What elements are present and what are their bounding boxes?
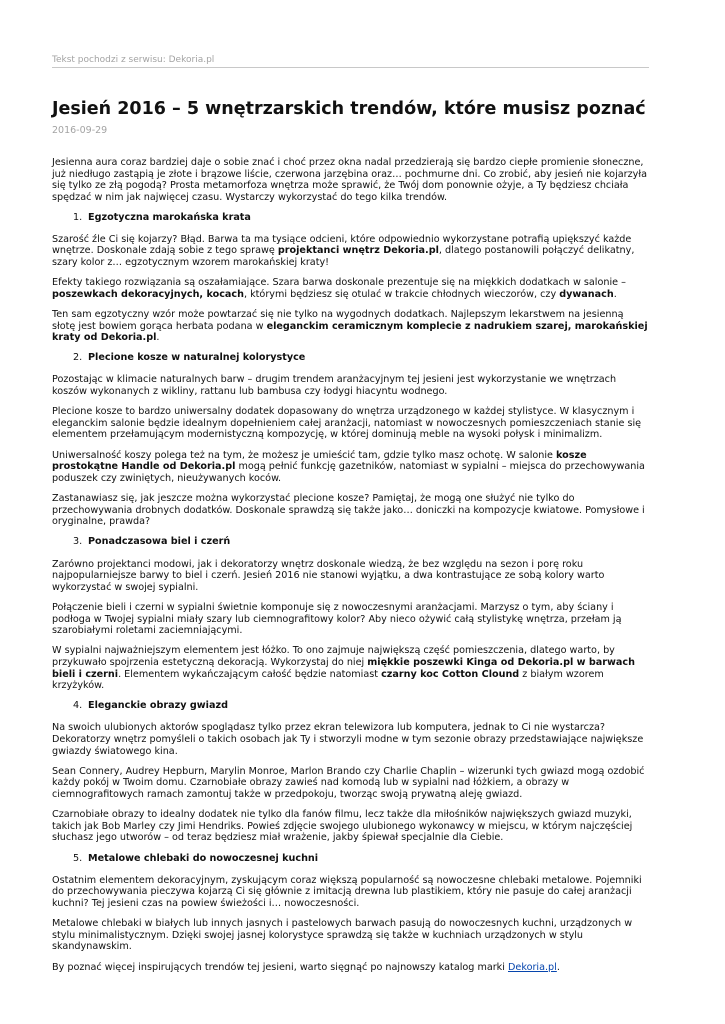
section-1-paragraph-3: Ten sam egzotyczny wzór może powtarzać się nie tylko na wygodnych dodatkach. Najlepszym lekarstwem na jesienną słotę jest bowiem gorąca herbata podana w eleganckim ceramicznym komplecie z nadrukiem szarej, marokańskiej kraty od Dekoria.pl.	[52, 308, 648, 344]
section-3-paragraph-2: Połączenie bieli i czerni w sypialni świetnie komponuje się z nowoczesnymi aranżacjami. Marzysz o tym, aby ściany i podłoga w Twojej sypialni miały szary lub ciemnografitowy kolor? Aby nieco ożywić całą stylistykę wnętrza, przełam ją szarobiałymi roletami zaciemniającymi.	[52, 601, 622, 637]
section-heading-4: 4. Eleganckie obrazy gwiazd	[73, 700, 228, 712]
article-body	[52, 157, 649, 982]
article-date: 2016-09-29	[52, 125, 108, 136]
section-4-paragraph-2: Sean Connery, Audrey Hepburn, Marylin Monroe, Marlon Brando czy Charlie Chaplin – wizerunki tych gwiazd mogą ozdobić każdy pokój w Twoim domu. Czarnobiałe obrazy zawieś nad komodą lub w sypialni nad łóżkiem, a obrazy w ciemnografitowych ramach zamontuj także w przedpokoju, tworząc swoją prywatną aleję gwiazd.	[52, 765, 645, 801]
section-heading-1: 1. Egzotyczna marokańska krata	[73, 211, 251, 223]
section-5-paragraph-1: Ostatnim elementem dekoracyjnym, zyskującym coraz większą popularność są nowoczesne chlebaki metalowe. Pojemniki do przechowywania pieczywa kojarzą Ci się głównie z imitacją drewna lub plastikiem, który nie pasuje do całej aranżacji kuchni? Tej jesieni czas na powiew świeżości i… nowoczesności.	[52, 874, 642, 909]
section-4-paragraph-3: Czarnobiałe obrazy to idealny dodatek nie tylko dla fanów filmu, lecz także dla miłośników największych gwiazd muzyki, takich jak Bob Marley czy Jimi Hendriks. Powieś zdjęcie swojego ulubionego wykonawcy w miejscu, w którym najczęściej słuchasz jego utworów – od teraz będziesz miał wrażenie, jakby śpiewał specjalnie dla Ciebie.	[52, 809, 633, 844]
section-3-paragraph-3: W sypialni najważniejszym elementem jest łóżko. To ono zajmuje największą część pomieszczenia, dlatego warto, by przykuwało spojrzenia estetyczną dekoracją. Wykorzystaj do niej miękkie poszewki Kinga od Dekoria.pl w barwach bieli i czerni. Elementem wykańczającym całość będzie natomiast czarny koc Cotton Clound z białym wzorem krzyżyków.	[52, 645, 635, 692]
section-heading-5: 5. Metalowe chlebaki do nowoczesnej kuchni	[73, 852, 319, 864]
outro-paragraph: By poznać więcej inspirujących trendów tej jesieni, warto sięgnąć po najnowszy katalog marki Dekoria.pl.	[52, 961, 560, 973]
section-2-paragraph-2: Plecione kosze to bardzo uniwersalny dodatek dopasowany do wnętrza urządzonego w każdej stylistyce. W klasycznym i eleganckim salonie będzie idealnym dopełnieniem całej aranżacji, natomiast w nowoczesnych pomieszczeniach stanie się elementem przełamującym modernistyczną kompozycję, w której dominują meble na wysoki połysk i minimalizm.	[52, 406, 642, 441]
dekoria-link[interactable]: Dekoria.pl	[508, 961, 557, 973]
section-2-paragraph-3: Uniwersalność koszy polega też na tym, że możesz je umieścić tam, gdzie tylko masz ochotę. W salonie kosze prostokątne Handle od Dekoria.pl mogą pełnić funkcję gazetników, natomiast w sypialni – miejsca do przechowywania poduszek czy zwiniętych, nieużywanych koców.	[52, 449, 645, 484]
section-heading-2: 2. Plecione kosze w naturalnej kolorystyce	[73, 352, 306, 364]
header-divider	[52, 67, 649, 68]
source-note: Tekst pochodzi z serwisu: Dekoria.pl	[52, 55, 215, 65]
intro-paragraph: Jesienna aura coraz bardziej daje o sobie znać i choć przez okna nadal przedzierają się bardzo ciepłe promienie słoneczne, już niedługo zastąpią je złote i brązowe liście, czerwona jarzębina oraz… pochmurne dni. Co zrobić, aby jesień nie kojarzyła się tylko ze złą pogodą? Prosta metamorfoza wnętrza może sprawić, że Twój dom ponownie ożyje, a Ty będziesz chciała spędzać w nim jak najwięcej czasu. Wystarczy wykorzystać do tego kilka trendów.	[52, 157, 647, 203]
section-5-paragraph-2: Metalowe chlebaki w białych lub innych jasnych i pastelowych barwach pasują do nowoczesnych kuchni, urządzonych w stylu minimalistycznym. Dzięki swojej jasnej kolorystyce sprawdzą się także w kuchniach urządzonych w stylu skandynawskim.	[52, 918, 633, 953]
article-title: Jesień 2016 – 5 wnętrzarskich trendów, które musisz poznać	[52, 99, 646, 119]
section-heading-3: 3. Ponadczasowa biel i czerń	[73, 536, 231, 548]
section-1-paragraph-2: Efekty takiego rozwiązania są oszałamiające. Szara barwa doskonale prezentuje się na miękkich dodatkach w salonie – poszewkach dekoracyjnych, kocach, którymi będziesz się otulać w trakcie chłodnych wieczorów, czy dywanach.	[52, 277, 626, 300]
section-3-paragraph-1: Zarówno projektanci modowi, jak i dekoratorzy wnętrz doskonale wiedzą, że bez względu na sezon i porę roku najpopularniejsze barwy to biel i czerń. Jesień 2016 nie stanowi wyjątku, a dwa kontrastujące ze sobą kolory warto wykorzystać w swojej sypialni.	[52, 558, 605, 593]
section-2-paragraph-4: Zastanawiasz się, jak jeszcze można wykorzystać plecione kosze? Pamiętaj, że mogą one służyć nie tylko do przechowywania drobnych dodatków. Doskonale sprawdzą się także jako… doniczki na kompozycje kwiatowe. Pomysłowe i oryginalne, prawda?	[52, 493, 645, 528]
section-1-paragraph-1: Szarość źle Ci się kojarzy? Błąd. Barwa ta ma tysiące odcieni, które odpowiednio wykorzystane potrafią upiększyć każde wnętrze. Doskonale zdają sobie z tego sprawę projektanci wnętrz Dekoria.pl, dlatego postanowili połączyć delikatny, szary kolor z… egzotycznym wzorem marokańskiej kraty!	[52, 233, 635, 268]
section-2-paragraph-1: Pozostając w klimacie naturalnych barw – drugim trendem aranżacyjnym tej jesieni jest wykorzystanie we wnętrzach koszów wykonanych z wikliny, rattanu lub bambusa czy łodygi hiacyntu wodnego.	[52, 374, 617, 398]
section-4-paragraph-1: Na swoich ulubionych aktorów spoglądasz tylko przez ekran telewizora lub komputera, jednak to Ci nie wystarcza? Dekoratorzy wnętrz pomyśleli o takich osobach jak Ty i stworzyli modne w tym sezonie obrazy przedstawiające największe gwiazdy światowego kina.	[52, 722, 644, 757]
